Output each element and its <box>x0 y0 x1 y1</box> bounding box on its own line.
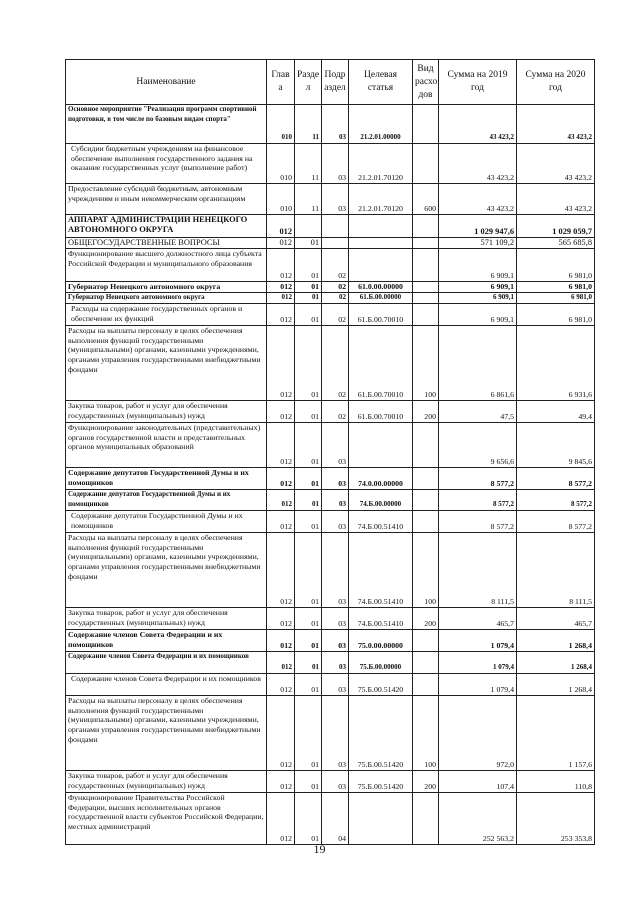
cell-podrazdel: 03 <box>322 105 349 144</box>
cell-podrazdel <box>322 238 349 249</box>
cell-sum-2019: 8 111,5 <box>439 533 517 608</box>
cell-sum-2019: 43 423,2 <box>439 184 517 215</box>
cell-razdel: 01 <box>295 326 322 401</box>
cell-expense-type: 200 <box>413 771 439 793</box>
cell-sum-2020: 253 353,8 <box>517 793 595 845</box>
cell-glava: 010 <box>267 105 295 144</box>
table-body <box>66 105 595 845</box>
table-header-row <box>66 60 595 105</box>
table-row <box>66 282 595 293</box>
table-row <box>66 696 595 771</box>
row-name: Расходы на выплаты персоналу в целях обеспечения выполнения функций государственными (муниципальными) органами, казенными учреждениями, органами управления государственными внебюджетными фондами <box>66 326 267 401</box>
cell-sum-2019: 1 079,4 <box>439 630 517 652</box>
cell-podrazdel: 03 <box>322 144 349 184</box>
cell-podrazdel: 02 <box>322 326 349 401</box>
table-row <box>66 249 595 282</box>
cell-target: 21.2.01.70120 <box>349 144 413 184</box>
cell-target: 21.2.01.70120 <box>349 184 413 215</box>
table-row <box>66 652 595 674</box>
table-row <box>66 771 595 793</box>
cell-podrazdel: 03 <box>322 490 349 511</box>
cell-sum-2020: 1 268,4 <box>517 674 595 696</box>
cell-glava: 012 <box>267 326 295 401</box>
cell-sum-2020: 8 111,5 <box>517 533 595 608</box>
cell-sum-2019: 465,7 <box>439 608 517 630</box>
cell-razdel: 01 <box>295 468 322 490</box>
table-row <box>66 184 595 215</box>
row-name: Расходы на выплаты персоналу в целях обеспечения выполнения функций государственными (муниципальными) органами, казенными учреждениями, органами управления государственными внебюджетными фондами <box>66 533 267 608</box>
cell-expense-type <box>413 674 439 696</box>
cell-expense-type <box>413 423 439 468</box>
cell-glava: 012 <box>267 608 295 630</box>
row-name: Содержание депутатов Государственной Думы и их помощников <box>66 511 267 533</box>
row-name: Закупка товаров, работ и услуг для обеспечения государственных (муниципальных) нужд <box>66 401 267 423</box>
table-row <box>66 674 595 696</box>
cell-podrazdel: 03 <box>322 184 349 215</box>
cell-sum-2019: 571 109,2 <box>439 238 517 249</box>
cell-glava: 012 <box>267 293 295 304</box>
header-razdel: Разде л <box>295 60 322 105</box>
row-name: Содержание членов Совета Федерации и их помощников <box>66 674 267 696</box>
cell-sum-2020: 8 577,2 <box>517 511 595 533</box>
cell-target: 21.2.01.00000 <box>349 105 413 144</box>
cell-sum-2020: 43 423,2 <box>517 144 595 184</box>
cell-target: 75.Б.00.51420 <box>349 696 413 771</box>
cell-razdel: 01 <box>295 696 322 771</box>
cell-glava: 012 <box>267 215 295 238</box>
header-target: Целевая статья <box>349 60 413 105</box>
cell-podrazdel: 03 <box>322 533 349 608</box>
table-row <box>66 511 595 533</box>
cell-razdel: 01 <box>295 423 322 468</box>
cell-razdel: 01 <box>295 793 322 845</box>
cell-glava: 012 <box>267 696 295 771</box>
cell-podrazdel: 02 <box>322 282 349 293</box>
cell-razdel: 01 <box>295 674 322 696</box>
table-row <box>66 468 595 490</box>
cell-target: 61.Б.00.00000 <box>349 293 413 304</box>
cell-sum-2019: 252 563,2 <box>439 793 517 845</box>
header-name: Наименование <box>66 60 267 105</box>
cell-glava: 012 <box>267 468 295 490</box>
table-row <box>66 793 595 845</box>
cell-expense-type <box>413 511 439 533</box>
cell-sum-2020: 43 423,2 <box>517 105 595 144</box>
cell-glava: 012 <box>267 490 295 511</box>
cell-sum-2019: 47,5 <box>439 401 517 423</box>
cell-expense-type: 600 <box>413 184 439 215</box>
table-row <box>66 105 595 144</box>
table-row <box>66 608 595 630</box>
row-name: ОБЩЕГОСУДАРСТВЕННЫЕ ВОПРОСЫ <box>66 238 267 249</box>
cell-razdel: 01 <box>295 490 322 511</box>
cell-sum-2020: 6 981,0 <box>517 304 595 326</box>
table-row <box>66 293 595 304</box>
cell-glava: 012 <box>267 771 295 793</box>
row-name: Губернатор Ненецкого автономного округа <box>66 282 267 293</box>
cell-target <box>349 249 413 282</box>
header-expense-type: Вид расхо дов <box>413 60 439 105</box>
cell-sum-2019: 43 423,2 <box>439 144 517 184</box>
cell-glava: 012 <box>267 511 295 533</box>
cell-glava: 012 <box>267 533 295 608</box>
table-row <box>66 144 595 184</box>
cell-razdel: 01 <box>295 238 322 249</box>
cell-expense-type <box>413 468 439 490</box>
cell-glava: 012 <box>267 630 295 652</box>
cell-podrazdel: 04 <box>322 793 349 845</box>
cell-podrazdel: 03 <box>322 674 349 696</box>
cell-razdel <box>295 215 322 238</box>
row-name: Предоставление субсидий бюджетным, автономным учреждениям и иным некоммерческим организациям <box>66 184 267 215</box>
cell-expense-type <box>413 652 439 674</box>
table-row <box>66 630 595 652</box>
cell-target: 74.Б.00.51410 <box>349 533 413 608</box>
cell-target <box>349 238 413 249</box>
cell-razdel: 11 <box>295 105 322 144</box>
cell-sum-2020: 8 577,2 <box>517 468 595 490</box>
cell-razdel: 01 <box>295 282 322 293</box>
cell-sum-2020: 43 423,2 <box>517 184 595 215</box>
cell-sum-2020: 1 157,6 <box>517 696 595 771</box>
cell-podrazdel: 02 <box>322 401 349 423</box>
cell-target: 75.Б.00.00000 <box>349 652 413 674</box>
row-name: Основное мероприятие "Реализация программ спортивной подготовки, в том числе по базовым видам спорта" <box>66 105 267 144</box>
cell-sum-2020: 1 268,4 <box>517 652 595 674</box>
row-name: Функционирование Правительства Российской Федерации, высших исполнительных органов государственной власти субъектов Российской Федерации, местных администраций <box>66 793 267 845</box>
cell-podrazdel: 03 <box>322 608 349 630</box>
row-name: Функционирование законодательных (представительных) органов государственной власти и представительных органов муниципальных образований <box>66 423 267 468</box>
cell-sum-2019: 8 577,2 <box>439 490 517 511</box>
cell-razdel: 01 <box>295 630 322 652</box>
cell-expense-type <box>413 105 439 144</box>
cell-sum-2020: 465,7 <box>517 608 595 630</box>
cell-sum-2020: 6 931,6 <box>517 326 595 401</box>
cell-target: 61.Б.00.70010 <box>349 304 413 326</box>
cell-sum-2019: 1 079,4 <box>439 674 517 696</box>
cell-sum-2019: 43 423,2 <box>439 105 517 144</box>
cell-target: 61.Б.00.70010 <box>349 326 413 401</box>
cell-target: 61.Б.00.70010 <box>349 401 413 423</box>
table-row <box>66 533 595 608</box>
cell-target <box>349 423 413 468</box>
cell-razdel: 01 <box>295 511 322 533</box>
cell-razdel: 11 <box>295 184 322 215</box>
cell-sum-2020: 49,4 <box>517 401 595 423</box>
cell-expense-type <box>413 144 439 184</box>
row-name: Содержание депутатов Государственной Думы и их помощников <box>66 490 267 511</box>
cell-expense-type: 100 <box>413 326 439 401</box>
cell-sum-2019: 1 079,4 <box>439 652 517 674</box>
row-name: АППАРАТ АДМИНИСТРАЦИИ НЕНЕЦКОГО АВТОНОМНОГО ОКРУГА <box>66 215 267 238</box>
cell-expense-type: 200 <box>413 401 439 423</box>
cell-expense-type <box>413 304 439 326</box>
cell-podrazdel: 02 <box>322 293 349 304</box>
cell-expense-type <box>413 793 439 845</box>
budget-table <box>65 59 595 845</box>
cell-razdel: 01 <box>295 293 322 304</box>
cell-sum-2019: 6 909,1 <box>439 304 517 326</box>
cell-target: 74.Б.00.51410 <box>349 608 413 630</box>
cell-razdel: 01 <box>295 608 322 630</box>
cell-sum-2020: 8 577,2 <box>517 490 595 511</box>
cell-glava: 012 <box>267 238 295 249</box>
cell-target: 75.0.00.00000 <box>349 630 413 652</box>
cell-target: 74.0.00.00000 <box>349 468 413 490</box>
cell-sum-2019: 107,4 <box>439 771 517 793</box>
row-name: Содержание депутатов Государственной Думы и их помощников <box>66 468 267 490</box>
cell-sum-2020: 6 981,0 <box>517 282 595 293</box>
row-name: Содержание членов Совета Федерации и их помощников <box>66 652 267 674</box>
cell-podrazdel: 02 <box>322 249 349 282</box>
row-name: Расходы на выплаты персоналу в целях обеспечения выполнения функций государственными (муниципальными) органами, казенными учреждениями, органами управления государственными внебюджетными фондами <box>66 696 267 771</box>
cell-glava: 012 <box>267 793 295 845</box>
cell-sum-2020: 6 981,0 <box>517 249 595 282</box>
cell-razdel: 01 <box>295 304 322 326</box>
cell-podrazdel: 03 <box>322 423 349 468</box>
cell-expense-type: 100 <box>413 696 439 771</box>
cell-sum-2019: 8 577,2 <box>439 511 517 533</box>
cell-expense-type <box>413 238 439 249</box>
cell-expense-type <box>413 215 439 238</box>
cell-expense-type <box>413 490 439 511</box>
cell-razdel: 11 <box>295 144 322 184</box>
row-name: Закупка товаров, работ и услуг для обеспечения государственных (муниципальных) нужд <box>66 608 267 630</box>
cell-expense-type <box>413 249 439 282</box>
cell-sum-2020: 565 685,8 <box>517 238 595 249</box>
cell-target <box>349 215 413 238</box>
cell-podrazdel: 03 <box>322 630 349 652</box>
cell-target: 75.Б.00.51420 <box>349 674 413 696</box>
cell-glava: 012 <box>267 249 295 282</box>
cell-podrazdel <box>322 215 349 238</box>
cell-target <box>349 793 413 845</box>
cell-sum-2020: 9 845,6 <box>517 423 595 468</box>
page-number: 19 <box>313 842 326 856</box>
cell-sum-2020: 1 029 059,7 <box>517 215 595 238</box>
cell-podrazdel: 03 <box>322 511 349 533</box>
header-sum-2019: Сумма на 2019 год <box>439 60 517 105</box>
cell-glava: 012 <box>267 304 295 326</box>
row-name: Содержание членов Совета Федерации и их помощников <box>66 630 267 652</box>
cell-expense-type: 200 <box>413 608 439 630</box>
cell-razdel: 01 <box>295 771 322 793</box>
cell-razdel: 01 <box>295 249 322 282</box>
cell-sum-2019: 6 909,1 <box>439 282 517 293</box>
cell-expense-type <box>413 630 439 652</box>
header-sum-2020: Сумма на 2020 год <box>517 60 595 105</box>
table-row <box>66 215 595 238</box>
cell-razdel: 01 <box>295 401 322 423</box>
cell-sum-2020: 110,8 <box>517 771 595 793</box>
cell-sum-2019: 1 029 947,6 <box>439 215 517 238</box>
row-name: Расходы на содержание государственных органов и обеспечение их функций <box>66 304 267 326</box>
cell-sum-2019: 6 909,1 <box>439 249 517 282</box>
cell-glava: 012 <box>267 674 295 696</box>
cell-podrazdel: 03 <box>322 468 349 490</box>
cell-podrazdel: 03 <box>322 696 349 771</box>
cell-sum-2020: 6 981,0 <box>517 293 595 304</box>
cell-glava: 010 <box>267 144 295 184</box>
cell-expense-type <box>413 293 439 304</box>
header-glava: Глав а <box>267 60 295 105</box>
table-row <box>66 401 595 423</box>
cell-glava: 012 <box>267 401 295 423</box>
cell-sum-2019: 8 577,2 <box>439 468 517 490</box>
cell-sum-2019: 6 861,6 <box>439 326 517 401</box>
cell-expense-type <box>413 282 439 293</box>
cell-sum-2019: 6 909,1 <box>439 293 517 304</box>
cell-sum-2019: 972,0 <box>439 696 517 771</box>
cell-target: 74.Б.00.00000 <box>349 490 413 511</box>
table-row <box>66 304 595 326</box>
cell-sum-2019: 9 656,6 <box>439 423 517 468</box>
cell-target: 74.Б.00.51410 <box>349 511 413 533</box>
table-row <box>66 423 595 468</box>
cell-podrazdel: 03 <box>322 652 349 674</box>
cell-glava: 012 <box>267 282 295 293</box>
cell-razdel: 01 <box>295 533 322 608</box>
cell-target: 75.Б.00.51420 <box>349 771 413 793</box>
table-row <box>66 238 595 249</box>
cell-glava: 010 <box>267 184 295 215</box>
cell-podrazdel: 03 <box>322 771 349 793</box>
row-name: Функционирование высшего должностного лица субъекта Российской Федерации и муниципального образования <box>66 249 267 282</box>
cell-glava: 012 <box>267 423 295 468</box>
row-name: Субсидии бюджетным учреждениям на финансовое обеспечение выполнения государственного задания на оказание государственных услуг (выполнение работ) <box>66 144 267 184</box>
header-podrazdel: Подр аздел <box>322 60 349 105</box>
row-name: Закупка товаров, работ и услуг для обеспечения государственных (муниципальных) нужд <box>66 771 267 793</box>
cell-sum-2020: 1 268,4 <box>517 630 595 652</box>
table-row <box>66 490 595 511</box>
cell-razdel: 01 <box>295 652 322 674</box>
cell-glava: 012 <box>267 652 295 674</box>
cell-target: 61.0.00.00000 <box>349 282 413 293</box>
row-name: Губернатор Ненецкого автономного округа <box>66 293 267 304</box>
table-row <box>66 326 595 401</box>
cell-podrazdel: 02 <box>322 304 349 326</box>
cell-expense-type: 100 <box>413 533 439 608</box>
